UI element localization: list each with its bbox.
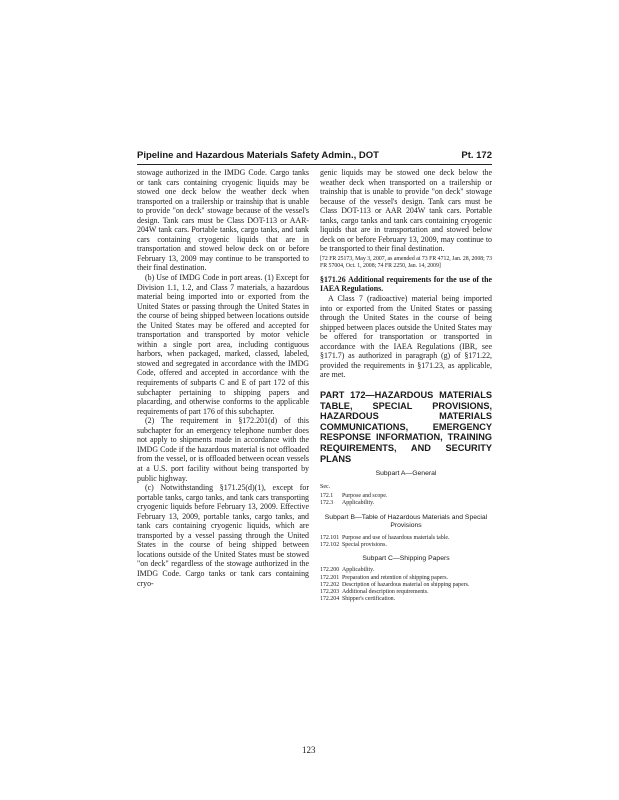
running-title: Pipeline and Hazardous Materials Safety Admin., DOT — [137, 150, 379, 161]
toc-title: Shipper's certification. — [342, 596, 396, 603]
toc-number: 172.201 — [320, 574, 340, 581]
toc-number: 172.1 — [320, 493, 334, 500]
toc-entry — [320, 542, 492, 549]
subpart-c-heading: Subpart C—Shipping Papers — [362, 554, 450, 562]
subpart-b-heading: Subpart B—Table of Hazardous Materials and Special Provisions — [324, 513, 488, 530]
toc-entry — [320, 582, 492, 589]
toc-entry — [320, 493, 492, 500]
subpart-a-heading: Subpart A—General — [375, 470, 437, 478]
toc-subpart-b — [320, 535, 492, 549]
toc-title: Additional description requirements. — [342, 589, 429, 596]
toc-number: 172.200 — [320, 567, 340, 574]
toc-entry — [320, 500, 492, 507]
section-title: Additional requirements for the use of the IAEA Regulations. — [320, 274, 492, 294]
part-heading: PART 172—HAZARDOUS MATERIALS TABLE, SPECIAL PROVISIONS, HAZARDOUS MATERIALS COMMUNICATIONS, EMERGENCY RESPONSE INFORMATION, TRAINING REQUIREMENTS, AND SECURITY PLANS — [320, 389, 492, 464]
toc-subpart-c — [320, 567, 492, 603]
paragraph: stowage authorized in the IMDG Code. Cargo tanks or tank cars containing cryogenic liquids may be stowed one deck below the weather deck when transported on a trailership or trainship that is unable to provide "on deck" stowage because of the vessel's design. Tank cars must be Class DOT-113 or AAR-204W tank cars. Portable tanks, cargo tanks, and tank cars containing cryogenic liquids that are in transportation and stowed below deck on or before February 13, 2009 may continue to be transported to their final destination. — [137, 168, 309, 273]
toc-title: Special provisions. — [342, 541, 387, 548]
citation: [72 FR 25173, May 3, 2007, as amended at 73 FR 4712, Jan. 28, 2008; 73 FR 57004, Oct. 1, 2008; 74 FR 2250, Jan. 14, 2009] — [320, 255, 492, 269]
section-number: §171.26 — [320, 274, 346, 284]
toc-title: Applicability. — [342, 500, 375, 507]
toc-subpart-a — [320, 493, 492, 507]
toc-entry — [320, 575, 492, 582]
toc-number: 172.101 — [320, 534, 340, 541]
section-heading — [320, 275, 492, 294]
right-column — [320, 168, 492, 603]
toc-title: Preparation and retention of shipping papers. — [342, 574, 449, 581]
paragraph: genic liquids may be stowed one deck below the weather deck when transported on a trailership or trainship that is unable to provide "on deck" stowage because of the vessel's design. Tank cars must be Class DOT-113 or AAR 204W tank cars. Portable tanks, cargo tanks and tank cars containing cryogenic liquids that are in transportation and stowed below deck on or before February 13, 2009, may continue to be transported to their final destination. — [320, 168, 492, 254]
toc-title: Applicability. — [342, 567, 375, 574]
toc-entry — [320, 596, 492, 603]
toc-entry — [320, 567, 492, 574]
toc-number: 172.102 — [320, 541, 340, 548]
part-label: Pt. 172 — [461, 150, 492, 161]
toc-entry — [320, 535, 492, 542]
page-number: 123 — [302, 745, 316, 755]
paragraph: A Class 7 (radioactive) material being imported into or exported from the United States or passing through the United States in the course of being shipped between places outside the United States may be offered for transportation or transported in accordance with the IAEA Regulations (IBR, see §171.7) as authorized in paragraph (g) of §171.22, provided the requirements in §171.23, as applicable, are met. — [320, 294, 492, 380]
toc-number: 172.203 — [320, 589, 340, 596]
header-rule — [137, 164, 492, 165]
toc-number: 172.204 — [320, 596, 340, 603]
toc-title: Purpose and use of hazardous materials table. — [342, 534, 450, 541]
paragraph: (c) Notwithstanding §171.25(d)(1), except for portable tanks, cargo tanks, and tank cars transporting cryogenic liquids before February 13, 2009. Effective February 13, 2009, portable tanks, cargo tanks, and tank cars containing cryogenic liquids, which are transported by a vessel passing through the United States in the course of being shipped between locations outside of the United States must be stowed "on deck" regardless of the stowage authorized in the IMDG Code. Cargo tanks or tank cars containing cryo- — [137, 483, 309, 588]
left-column — [137, 168, 309, 588]
toc-title: Description of hazardous material on shipping papers. — [342, 581, 470, 588]
toc-title: Purpose and scope. — [342, 493, 388, 500]
paragraph: (2) The requirement in §172.201(d) of this subchapter for an emergency telephone number does not apply to shipments made in accordance with the IMDG Code if the hazardous material is not offloaded from the vessel, or is offloaded between ocean vessels at a U.S. port facility without being transported by public highway. — [137, 416, 309, 483]
toc-number: 172.3 — [320, 500, 334, 507]
toc-number: 172.202 — [320, 581, 340, 588]
paragraph: (b) Use of IMDG Code in port areas. (1) Except for Division 1.1, 1.2, and Class 7 materials, a hazardous material being imported into or exported from the United States or passing through the United States in the course of being shipped between locations outside the United States may be offered and accepted for transportation and transported by motor vehicle within a single port area, including contiguous harbors, when packaged, marked, classed, labeled, stowed and segregated in accordance with the IMDG Code, offered and accepted in accordance with the requirements of subparts C and E of part 172 of this subchapter pertaining to shipping papers and placarding, and otherwise conforms to the applicable requirements of part 176 of this subchapter. — [137, 273, 309, 416]
running-header — [137, 150, 492, 164]
sec-label: Sec. — [320, 483, 331, 490]
